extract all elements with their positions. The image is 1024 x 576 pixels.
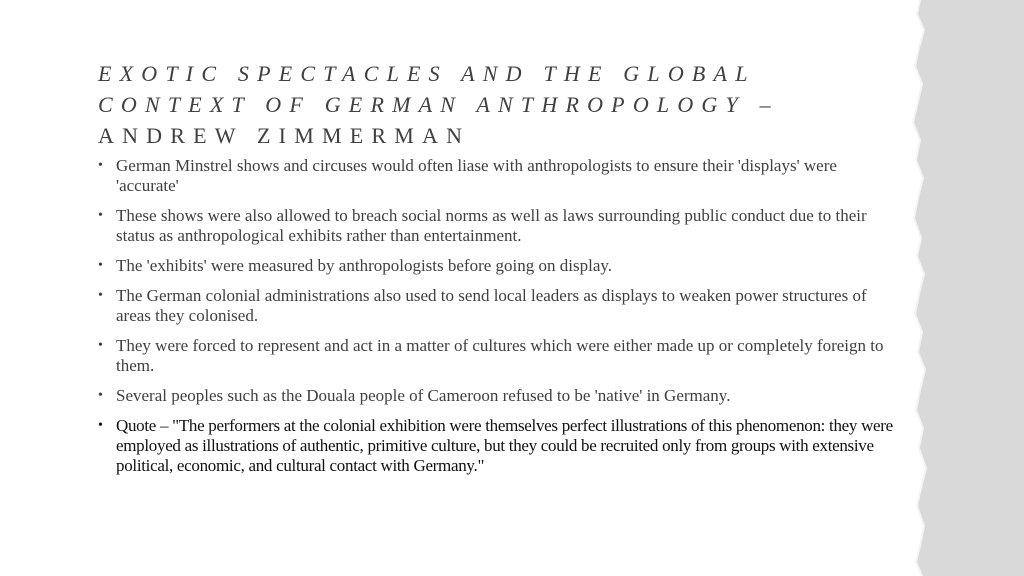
- bullet-dot-icon: •: [98, 158, 103, 173]
- bullet-text: The German colonial administrations also used to send local leaders as displays to weaken power structures of areas they colonised.: [116, 286, 867, 325]
- bullet-text: German Minstrel shows and circuses would often liase with anthropologists to ensure their 'displays' were 'accurate': [116, 156, 837, 195]
- bullet-text: Several peoples such as the Douala people of Cameroon refused to be 'native' in Germany.: [116, 386, 731, 405]
- bullet-list: [98, 156, 898, 486]
- title-line-3: ANDREW ZIMMERMAN: [98, 123, 471, 148]
- bullet-dot-icon: •: [98, 418, 103, 433]
- bullet-dot-icon: •: [98, 388, 103, 403]
- bullet-item: [98, 336, 898, 376]
- bullet-item: [98, 156, 898, 196]
- bullet-item-quote: [98, 416, 898, 476]
- slide-title: [98, 58, 898, 151]
- title-line-1: EXOTIC SPECTACLES AND THE GLOBAL: [98, 61, 756, 86]
- bullet-dot-icon: •: [98, 288, 103, 303]
- title-line-2: CONTEXT OF GERMAN ANTHROPOLOGY –: [98, 92, 779, 117]
- bullet-text: The 'exhibits' were measured by anthropologists before going on display.: [116, 256, 613, 275]
- bullet-text: They were forced to represent and act in a matter of cultures which were either made up or completely foreign to them.: [116, 336, 884, 375]
- bullet-item: [98, 206, 898, 246]
- torn-paper-edge-decoration: [904, 0, 1024, 576]
- quote-text: Quote – "The performers at the colonial exhibition were themselves perfect illustrations of this phenomenon: they were employed as illustrations of authentic, primitive culture, but they could be recruited only from groups with extensive political, economic, and cultural contact with Germany.": [116, 416, 893, 475]
- bullet-dot-icon: •: [98, 258, 103, 273]
- bullet-item: [98, 256, 898, 276]
- bullet-item: [98, 386, 898, 406]
- bullet-item: [98, 286, 898, 326]
- bullet-text: These shows were also allowed to breach social norms as well as laws surrounding public conduct due to their status as anthropological exhibits rather than entertainment.: [116, 206, 867, 245]
- bullet-dot-icon: •: [98, 208, 103, 223]
- bullet-dot-icon: •: [98, 338, 103, 353]
